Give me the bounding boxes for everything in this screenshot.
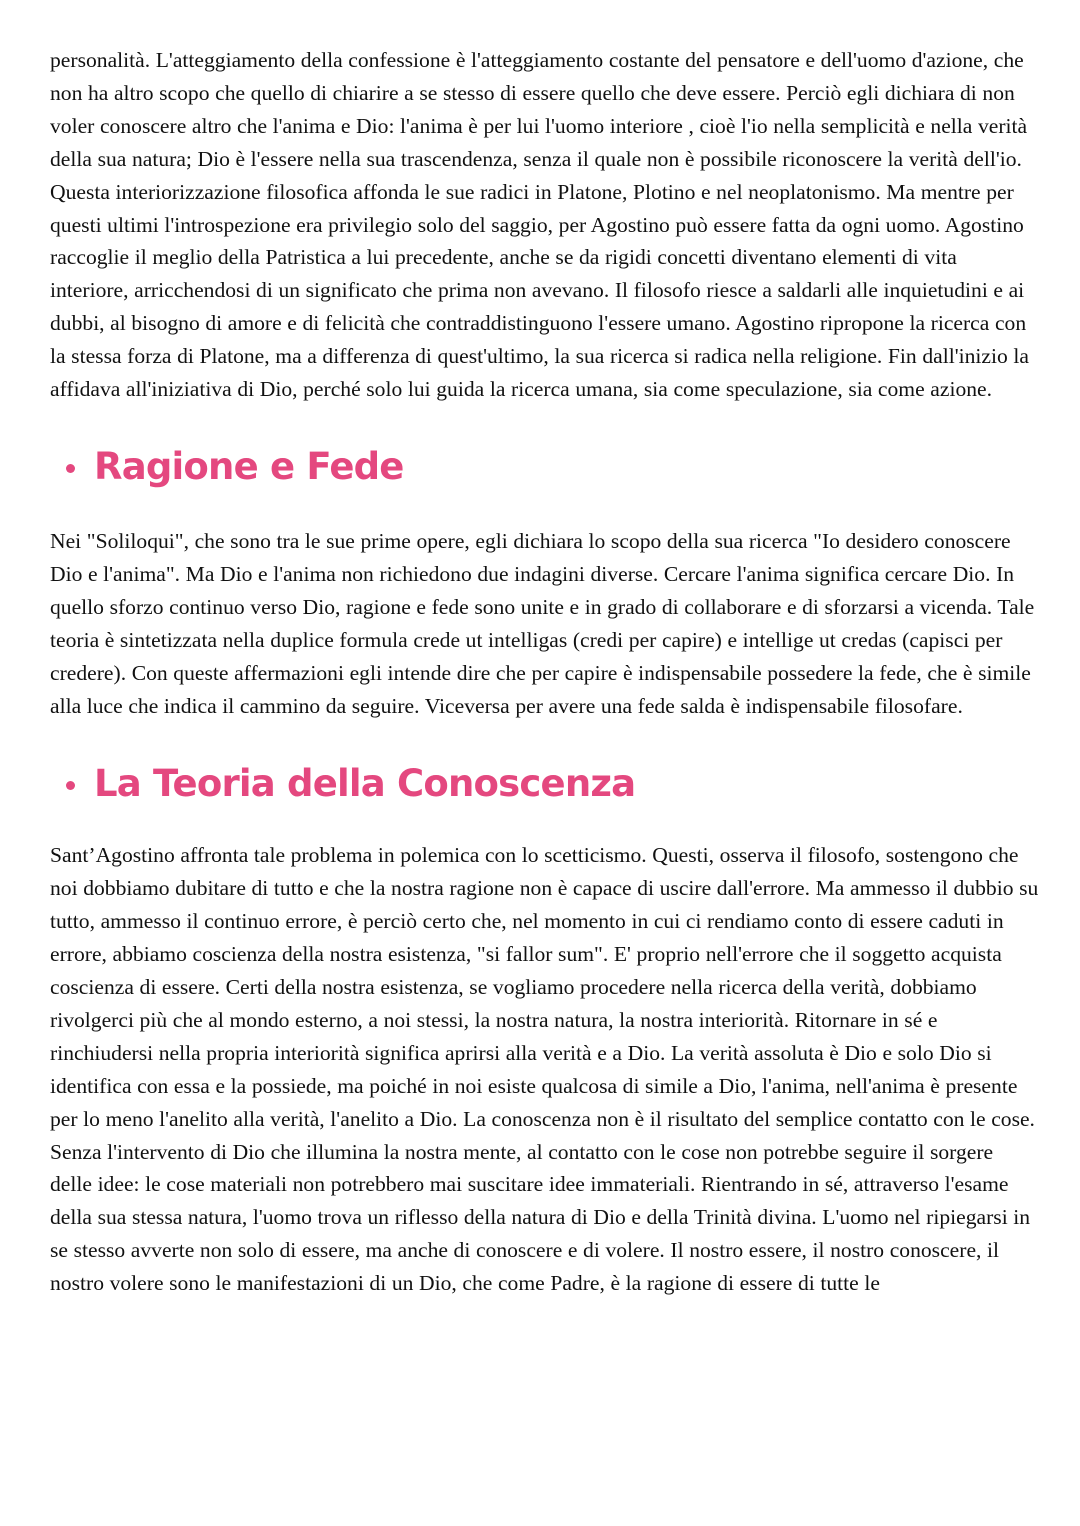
section-heading-text: La Teoria della Conoscenza	[94, 762, 636, 806]
intro-paragraph: personalità. L'atteggiamento della confessione è l'atteggiamento costante del pensatore e dell'uomo d'azione, che non ha altro scopo che quello di chiarire a se stesso di essere quello che deve essere. Perciò egli dichiara di non voler conoscere altro che l'anima e Dio: l'anima è per lui l'uomo interiore , cioè l'io nella semplicità e nella verità della sua natura; Dio è l'essere nella sua trascendenza, senza il quale non è possibile riconoscere la verità dell'io. Questa interiorizzazione filosofica affonda le sue radici in Platone, Plotino e nel neoplatonismo. Ma mentre per questi ultimi l'introspezione era privilegio solo del saggio, per Agostino può essere fatta da ogni uomo. Agostino raccoglie il meglio della Patristica a lui precedente, anche se da rigidi concetti diventano elementi di vita interiore, arricchendosi di un significato che prima non avevano. Il filosofo riesce a saldarli alle inquietudini e ai dubbi, al bisogno di amore e di felicità che contraddistinguono l'essere umano. Agostino ripropone la ricerca con la stessa forza di Platone, ma a differenza di quest'ultimo, la sua ricerca si radica nella religione. Fin dall'inizio la affidava all'iniziativa di Dio, perché solo lui guida la ricerca umana, sia come speculazione, sia come azione.	[50, 48, 1029, 402]
section-heading-teoria-della-conoscenza	[50, 760, 1040, 808]
document-page	[50, 44, 1040, 1300]
teoria-della-conoscenza-paragraph: Sant’Agostino affronta tale problema in polemica con lo scetticismo. Questi, osserva il filosofo, sostengono che noi dobbiamo dubitare di tutto e che la nostra ragione non è capace di uscire dall'errore. Ma ammesso il dubbio su tutto, ammesso il continuo errore, è perciò certo che, nel momento in cui ci rendiamo conto di essere caduti in errore, abbiamo coscienza della nostra esistenza, "si fallor sum". E' proprio nell'errore che il soggetto acquista coscienza di essere. Certi della nostra esistenza, se vogliamo procedere nella ricerca della verità, dobbiamo rivolgerci più che al mondo esterno, a noi stessi, la nostra natura, la nostra interiorità. Ritornare in sé e rinchiudersi nella propria interiorità significa aprirsi alla verità e a Dio. La verità assoluta è Dio e solo Dio si identifica con essa e la possiede, ma poiché in noi esiste qualcosa di simile a Dio, l'anima, nell'anima è presente per lo meno l'anelito alla verità, l'anelito a Dio. La conoscenza non è il risultato del semplice contatto con le cose. Senza l'intervento di Dio che illumina la nostra mente, al contatto con le cose non potrebbe seguire il sorgere delle idee: le cose materiali non potrebbero mai suscitare idee immateriali. Rientrando in sé, attraverso l'esame della sua stessa natura, l'uomo trova un riflesso della natura di Dio e della Trinità divina. L'uomo nel ripiegarsi in se stesso avverte non solo di essere, ma anche di conoscere e di volere. Il nostro essere, il nostro conoscere, il nostro volere sono le manifestazioni di un Dio, che come Padre, è la ragione di essere di tutte le	[50, 843, 1039, 1296]
section-heading-ragione-e-fede	[50, 443, 1040, 491]
bullet-icon	[66, 464, 75, 473]
ragione-e-fede-paragraph: Nei "Soliloqui", che sono tra le sue prime opere, egli dichiara lo scopo della sua ricerca "Io desidero conoscere Dio e l'anima". Ma Dio e l'anima non richiedono due indagini diverse. Cercare l'anima significa cercare Dio. In quello sforzo continuo verso Dio, ragione e fede sono unite e in grado di collaborare e di sforzarsi a vicenda. Tale teoria è sintetizzata nella duplice formula crede ut intelligas (credi per capire) e intellige ut credas (capisci per credere). Con queste affermazioni egli intende dire che per capire è indispensabile possedere la fede, che è simile alla luce che indica il cammino da seguire. Viceversa per avere una fede salda è indispensabile filosofare.	[50, 528, 1035, 718]
section-heading-text: Ragione e Fede	[94, 444, 404, 488]
bullet-icon	[66, 781, 75, 790]
